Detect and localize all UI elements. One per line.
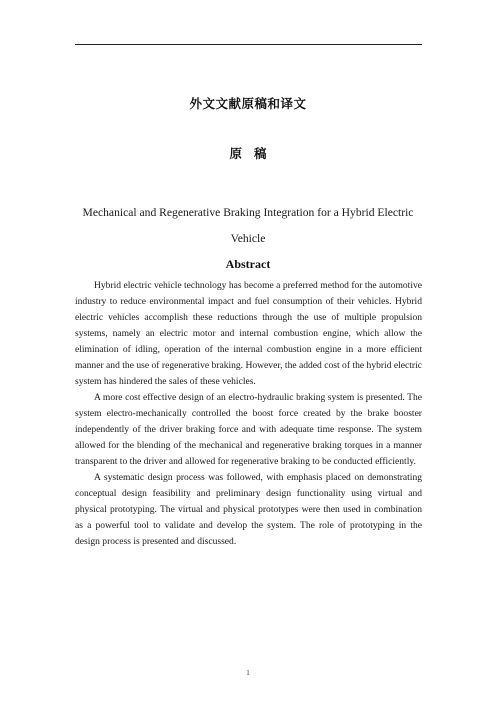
- document-title: 外文文献原稿和译文: [189, 96, 307, 111]
- abstract-body: [75, 278, 422, 550]
- header-rule: [75, 44, 422, 45]
- paper-title: Mechanical and Regenerative Braking Integration for a Hybrid Electric Vehicle: [82, 206, 414, 245]
- abstract-heading: Abstract: [225, 257, 271, 271]
- section-title: [0, 144, 496, 162]
- section-title-char-1: 原: [229, 146, 242, 161]
- section-title-char-2: 稿: [254, 146, 267, 161]
- abstract-paragraph-2: A more cost effective design of an electro-hydraulic braking system is presented. The system electro-mechanically controlled the boost force created by the brake booster independently of the driver braking force and with adequate time response. The system allowed for the blending of the mechanical and regenerative braking torques in a manner transparent to the driver and allowed for regenerative braking to be conducted efficiently.: [75, 392, 422, 467]
- abstract-paragraph-1: Hybrid electric vehicle technology has become a preferred method for the automotive industry to reduce environmental impact and fuel consumption of their vehicles. Hybrid electric vehicles accomplish these reductions through the use of multiple propulsion systems, namely an electric motor and internal combustion engine, which allow the elimination of idling, operation of the internal combustion engine in a more efficient manner and the use of regenerative braking. However, the added cost of the hybrid electric system has hindered the sales of these vehicles.: [75, 280, 422, 387]
- abstract-paragraph-3: A systematic design process was followed, with emphasis placed on demonstrating conceptual design feasibility and preliminary design functionality using virtual and physical prototyping. The virtual and physical prototypes were then used in combination as a powerful tool to validate and develop the system. The role of prototyping in the design process is presented and discussed.: [75, 472, 422, 547]
- page-number: 1: [246, 669, 250, 677]
